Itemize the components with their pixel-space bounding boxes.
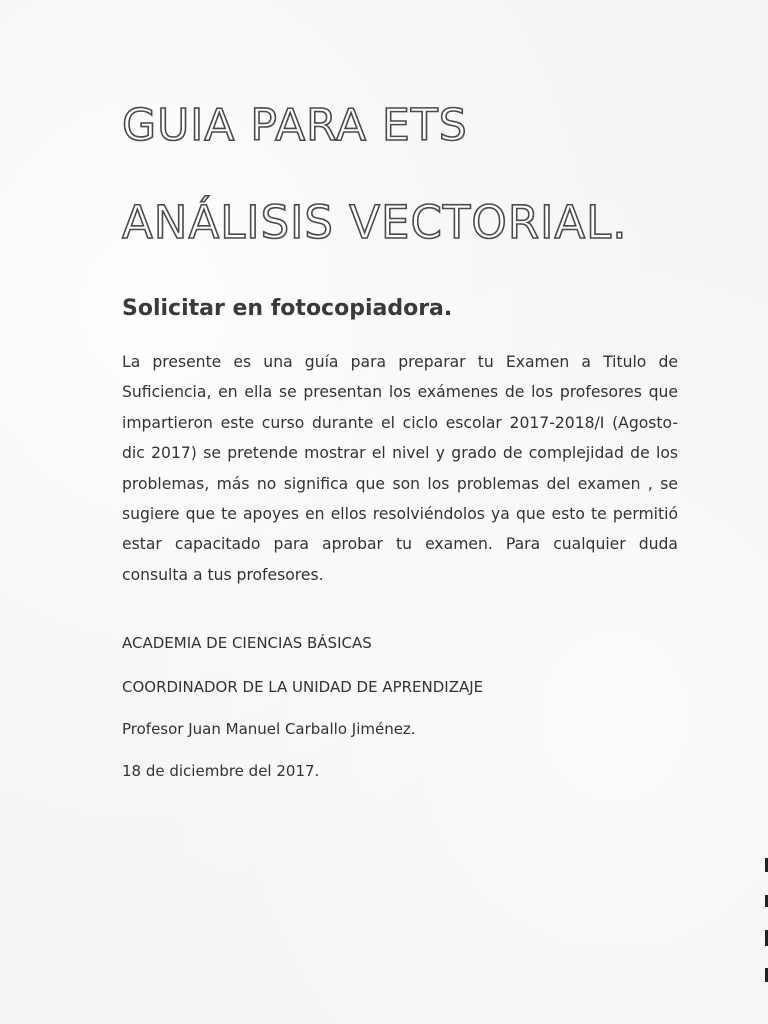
- document-title-line-1: GUIA PARA ETS: [122, 100, 468, 151]
- document-title-line-2: ANÁLISIS VECTORIAL.: [122, 196, 628, 249]
- academy-line: ACADEMIA DE CIENCIAS BÁSICAS: [122, 634, 372, 652]
- date-line: 18 de diciembre del 2017.: [122, 762, 320, 780]
- body-paragraph: La presente es una guía para preparar tu Examen a Titulo de Suficiencia, en ella se presentan los exámenes de los profesores que impartieron este curso durante el ciclo escolar 2017-2018/I (Agosto-dic 2017) se pretende mostrar el nivel y grado de complejidad de los problemas, más no significa que son los problemas del examen , se sugiere que te apoyes en ellos resolviéndolos ya que esto te permitió estar capacitado para aprobar tu examen. Para cualquier duda consulta a tus profesores.: [122, 353, 678, 584]
- coordinator-line: COORDINADOR DE LA UNIDAD DE APRENDIZAJE: [122, 678, 484, 696]
- professor-line: Profesor Juan Manuel Carballo Jiménez.: [122, 720, 416, 738]
- document-subtitle: Solicitar en fotocopiadora.: [122, 296, 453, 321]
